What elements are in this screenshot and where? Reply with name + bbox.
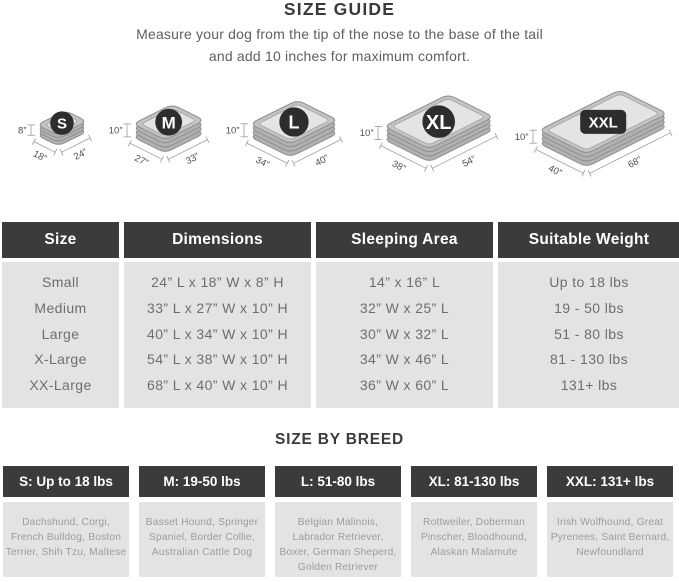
dimension-line (379, 143, 382, 149)
dimension-line (424, 165, 427, 171)
page-title: SIZE GUIDE (283, 0, 396, 19)
bed-dimension-label: 40” (313, 152, 331, 169)
dimensions-cell: 40” L x 34” W x 10” H (147, 325, 288, 342)
breed-header-l: L: 51-80 lbs (275, 466, 401, 497)
bed-dimension-label: 40” (545, 162, 563, 179)
size-badge-label: XXL (588, 113, 618, 131)
bed-dimension-label: 38” (389, 158, 407, 175)
sleeping-area-cell: 36” W x 60” L (359, 377, 450, 394)
dimension-line (245, 139, 248, 145)
breed-header-xl: XL: 81-130 lbs (411, 466, 537, 497)
sleeping-area-cell: 34” W x 46” L (359, 351, 450, 368)
breed-list-xl: Rottweiler, Doberman Pinscher, Bloodhound, Alaskan Malamute (411, 502, 537, 577)
weight-cell: 19 - 50 lbs (554, 299, 624, 316)
bed-height-label: 10” (225, 125, 239, 137)
dimensions-cell: 68” L x 40” W x 10” H (147, 377, 288, 394)
weight-cell: 131+ lbs (560, 377, 618, 394)
sleeping-area-cell: 14” x 16” L (368, 274, 441, 290)
size-table-header-size: Size (2, 222, 119, 258)
dimension-line (588, 170, 591, 176)
breed-table (3, 466, 673, 577)
subtitle-line-1: Measure your dog from the tip of the nose to the base of the tail (136, 26, 543, 42)
size-cell: XX-Large (29, 377, 92, 394)
breed-header-s: S: Up to 18 lbs (3, 466, 129, 497)
size-badge-label: XL (425, 112, 451, 135)
dimension-line (160, 156, 163, 162)
subtitle-line-2: and add 10 inches for maximum comfort. (208, 48, 471, 64)
sleeping-area-cell: 30” W x 32” L (359, 325, 450, 342)
bed-dimension-label: 34” (253, 154, 271, 171)
size-cell: Large (41, 325, 80, 342)
size-table-header-suitable-weight: Suitable Weight (498, 222, 679, 258)
size-table-header-dimensions: Dimensions (124, 222, 311, 258)
size-table-column-weight (498, 262, 679, 408)
weight-cell: 81 - 130 lbs (550, 351, 628, 368)
breed-header-xxl: XXL: 131+ lbs (547, 466, 673, 497)
size-table-column-dimensions (124, 262, 311, 408)
dimension-line (205, 136, 208, 142)
breed-header-m: M: 19-50 lbs (139, 466, 265, 497)
bed-illustration-s (3, 107, 97, 172)
size-cell: X-Large (34, 351, 87, 368)
dimension-line (581, 170, 584, 176)
size-badge-label: M (161, 112, 176, 132)
size-table-header-sleeping-area: Sleeping Area (316, 222, 493, 258)
bed-dimension-label: 33” (183, 150, 201, 167)
bed-illustration-xl (350, 90, 503, 188)
bed-dimension-label: 54” (460, 153, 478, 170)
bed-size-diagram (0, 78, 679, 200)
size-table (2, 222, 679, 408)
size-badge-label: S (56, 115, 67, 133)
dimensions-cell: 33” L x 27” W x 10” H (147, 299, 288, 316)
bed-illustration-l (216, 96, 348, 183)
bed-height-label: 10” (514, 131, 528, 143)
header (0, 0, 679, 67)
bed-dimension-label: 27” (132, 152, 150, 169)
dimension-line (166, 156, 169, 162)
sleeping-area-cell: 32” W x 25” L (359, 299, 450, 316)
dimension-line (88, 134, 91, 140)
dimension-line (32, 138, 35, 144)
weight-cell: 51 - 80 lbs (554, 325, 624, 342)
bed-height-label: 10” (108, 125, 122, 137)
breed-list-m: Basset Hound, Springer Spaniel, Border Collie, Australian Cattle Dog (139, 502, 265, 577)
bed-illustration-xxl (505, 86, 677, 193)
dimension-line (60, 149, 63, 155)
breed-section-title: SIZE BY BREED (275, 431, 404, 448)
size-table-column-sleeping-area (316, 262, 493, 408)
size-cell: Small (41, 274, 79, 290)
bed-illustration-m (99, 100, 214, 179)
dimension-line (339, 136, 342, 142)
breed-list-s: Dachshund, Corgi, French Bulldog, Boston Terrier, Shih Tzu, Maltese (3, 502, 129, 577)
dimension-line (285, 160, 288, 166)
dimension-line (53, 149, 56, 155)
size-table-column-size (2, 262, 119, 408)
breed-list-xxl: Irish Wolfhound, Great Pyrenees, Saint Bernard, Newfoundland (547, 502, 673, 577)
bed-height-label: 8” (17, 124, 26, 136)
size-badge-label: L (287, 112, 299, 133)
dimensions-cell: 24” L x 18” W x 8” H (151, 274, 284, 290)
size-cell: Medium (34, 299, 87, 316)
weight-cell: Up to 18 lbs (549, 274, 629, 290)
dimension-line (669, 129, 672, 135)
dimension-line (292, 160, 295, 166)
dimensions-cell: 54” L x 38” W x 10” H (147, 351, 288, 368)
bed-height-label: 10” (359, 128, 373, 140)
bed-dimension-label: 24” (71, 146, 89, 163)
breed-list-l: Belgian Malinois, Labrador Retriever, Boxer, German Sheperd, Golden Retriever (275, 502, 401, 577)
bed-dimension-label: 68” (625, 154, 644, 171)
dimension-line (534, 146, 537, 152)
dimension-line (495, 133, 498, 139)
dimension-line (430, 165, 433, 171)
bed-dimension-label: 18” (30, 148, 48, 165)
dimension-line (128, 140, 131, 146)
